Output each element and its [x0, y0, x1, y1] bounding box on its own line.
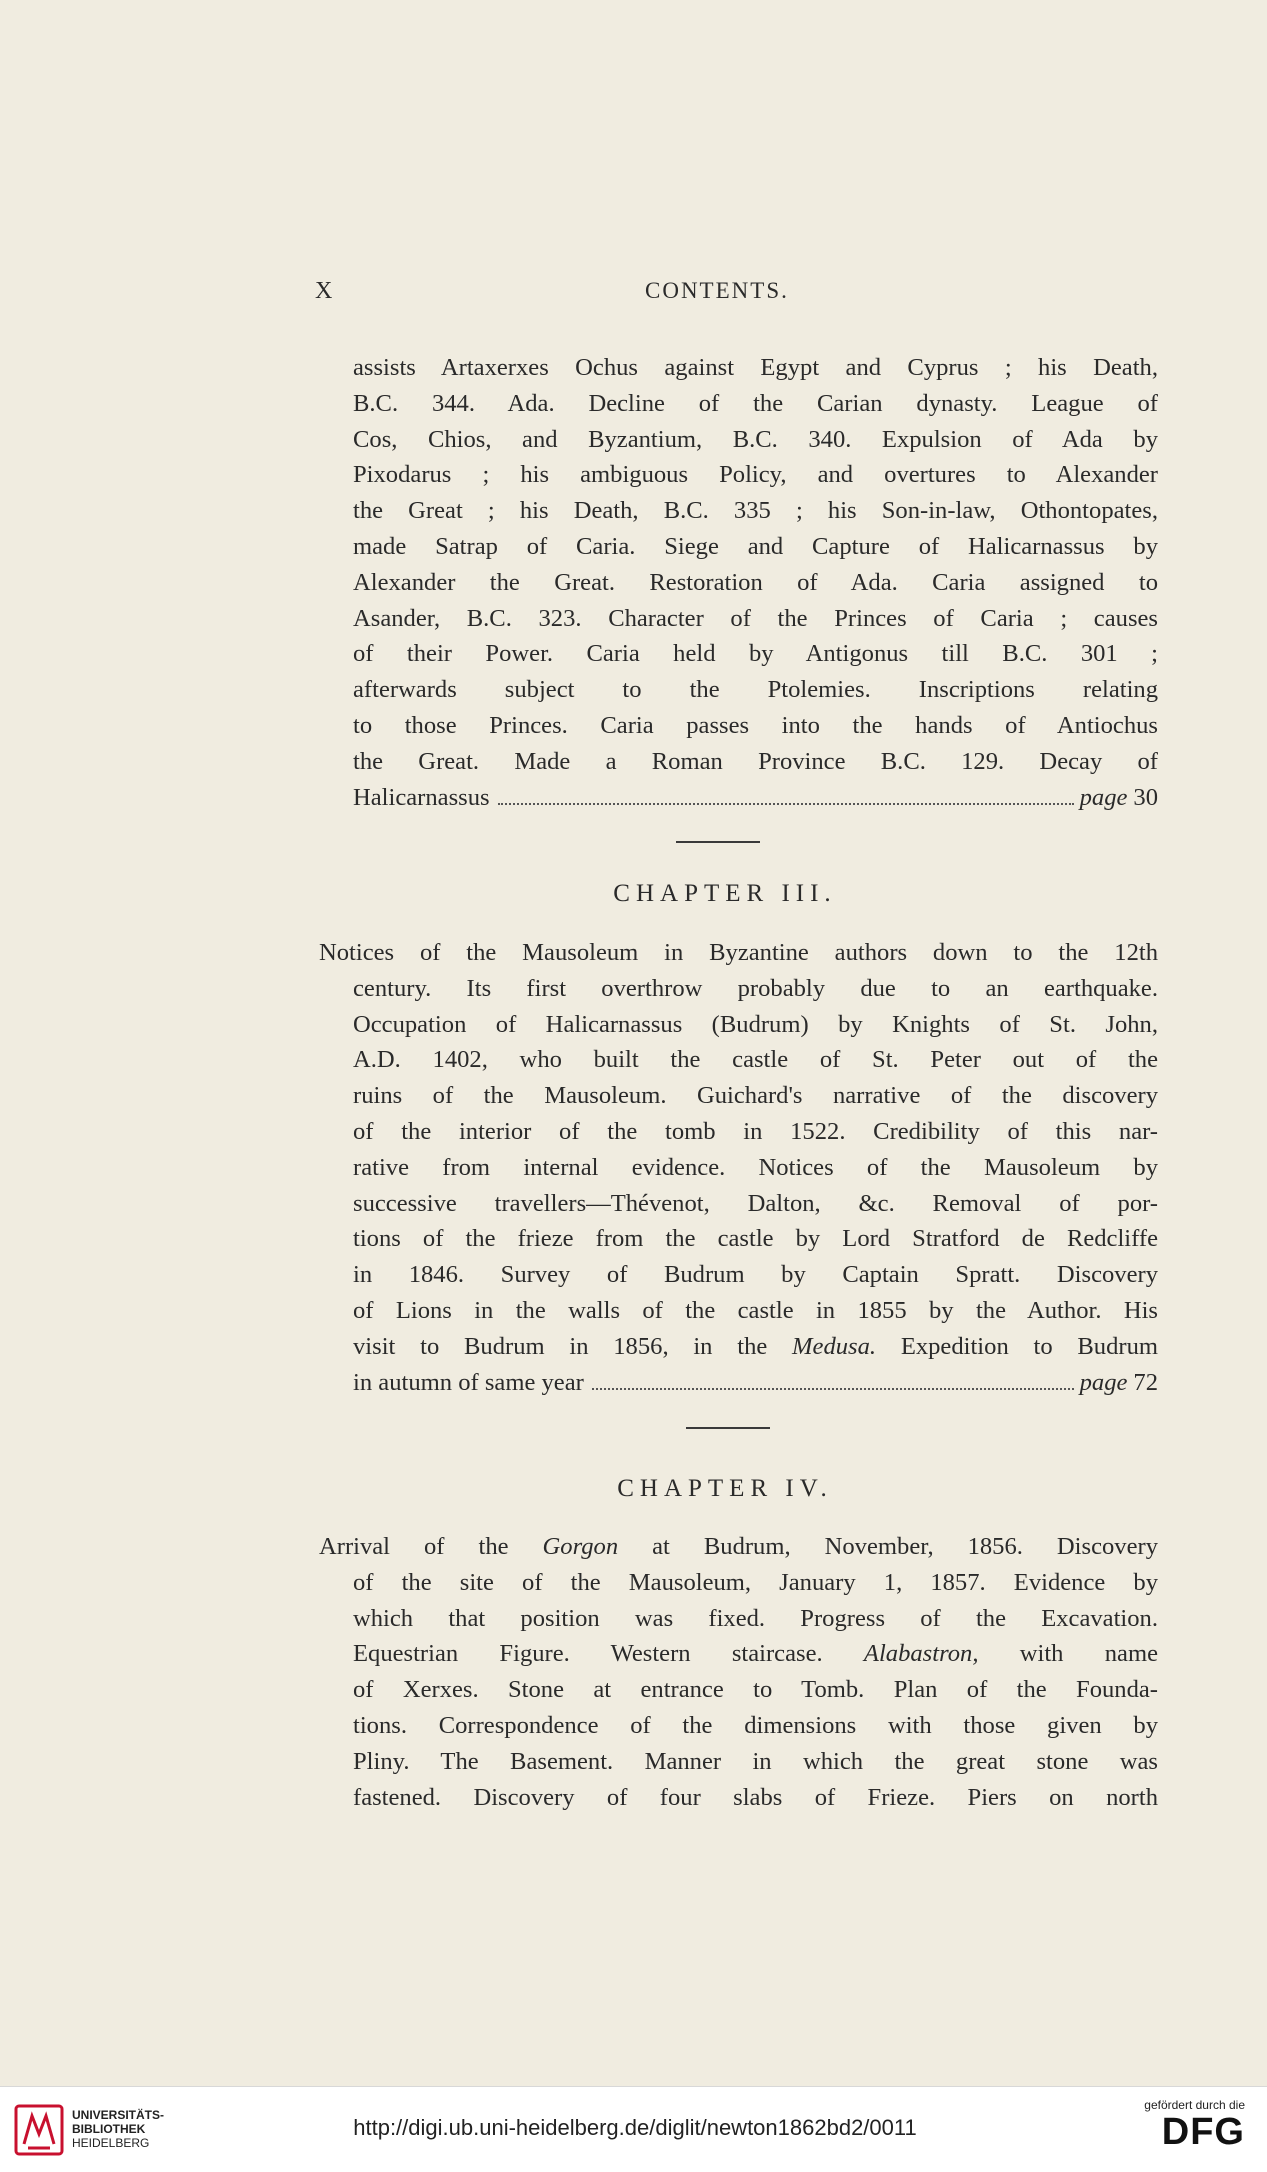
dfg-logo-icon: DFG: [1161, 2111, 1245, 2153]
chapter3-summary: [319, 935, 1158, 1400]
running-head: [315, 278, 1135, 312]
text-line: successive travellers—Thévenot, Dalton, &c. Removal of por-: [353, 1189, 1158, 1217]
text-line: A.D. 1402, who built the castle of St. Peter out of the: [353, 1046, 1158, 1074]
text-line: made Satrap of Caria. Siege and Capture of Halicarnassus by: [353, 532, 1158, 560]
text-line: of the interior of the tomb in 1522. Credibility of this nar-: [353, 1117, 1158, 1145]
text-line: Notices of the Mausoleum in Byzantine authors down to the 12th: [319, 939, 1158, 966]
section-rule: [676, 841, 760, 843]
page-number: 30: [1133, 783, 1158, 811]
text-line: visit to Budrum in 1856, in the Medusa. Expedition to Budrum: [353, 1332, 1158, 1360]
text-line: of Lions in the walls of the castle in 1855 by the Author. His: [353, 1296, 1158, 1324]
text-line: Pixodarus ; his ambiguous Policy, and overtures to Alexander: [353, 461, 1158, 489]
text-line: afterwards subject to the Ptolemies. Inscriptions relating: [353, 676, 1158, 704]
text-line: the Great ; his Death, B.C. 335 ; his Son-in-law, Othontopates,: [353, 497, 1158, 525]
text-line: of Xerxes. Stone at entrance to Tomb. Plan of the Founda-: [353, 1676, 1158, 1704]
text-line: B.C. 344. Ada. Decline of the Carian dynasty. League of: [353, 389, 1158, 417]
text-line: Asander, B.C. 323. Character of the Princes of Caria ; causes: [353, 604, 1158, 632]
page-number: 72: [1133, 1368, 1158, 1396]
text-line: Pliny. The Basement. Manner in which the great stone was: [353, 1747, 1158, 1775]
text-line: ruins of the Mausoleum. Guichard's narrative of the discovery: [353, 1082, 1158, 1110]
text-line-with-page-ref: [353, 780, 1158, 816]
running-title: CONTENTS.: [645, 278, 789, 303]
text-line: assists Artaxerxes Ochus against Egypt and Cyprus ; his Death,: [353, 354, 1158, 381]
text-line: Equestrian Figure. Western staircase. Alabastron, with name: [353, 1640, 1158, 1668]
text-line: Occupation of Halicarnassus (Budrum) by Knights of St. John,: [353, 1010, 1158, 1038]
chapter2-continuation: [353, 350, 1158, 815]
funder-label: gefördert durch die: [1144, 2098, 1245, 2112]
text-line: tions. Correspondence of the dimensions with those given by: [353, 1711, 1158, 1739]
text-line: Arrival of the Gorgon at Budrum, November, 1856. Discovery: [319, 1533, 1158, 1560]
page-folio: X: [315, 278, 334, 304]
entry-text: in autumn of same year: [353, 1368, 584, 1396]
text-line: in 1846. Survey of Budrum by Captain Spratt. Discovery: [353, 1261, 1158, 1289]
dot-leader: [592, 1365, 1074, 1391]
text-line: Alexander the Great. Restoration of Ada. Caria assigned to: [353, 568, 1158, 596]
funder-logo[interactable]: [1115, 2098, 1245, 2164]
text-line: of their Power. Caria held by Antigonus till B.C. 301 ;: [353, 640, 1158, 668]
section-rule: [686, 1427, 770, 1429]
text-line: which that position was fixed. Progress of the Excavation.: [353, 1604, 1158, 1632]
library-seal-icon: [14, 2104, 64, 2156]
text-line: the Great. Made a Roman Province B.C. 129. Decay of: [353, 747, 1158, 775]
permalink-url[interactable]: http://digi.ub.uni-heidelberg.de/diglit/newton1862bd2/0011: [353, 2115, 917, 2140]
ship-name: Gorgon: [542, 1533, 619, 1560]
chapter4-summary: [319, 1529, 1158, 1815]
page-label: page: [1079, 1368, 1128, 1396]
page-label: page: [1079, 783, 1128, 811]
chapter-heading: CHAPTER III.: [613, 880, 837, 907]
text-line: Cos, Chios, and Byzantium, B.C. 340. Expulsion of Ada by: [353, 425, 1158, 453]
artifact-name: Alabastron,: [863, 1640, 979, 1668]
library-name: UNIVERSITÄTS- BIBLIOTHEK HEIDELBERG: [72, 2108, 165, 2150]
entry-text: Halicarnassus: [353, 783, 490, 811]
text-line-with-page-ref: [353, 1365, 1158, 1401]
chapter-heading: CHAPTER IV.: [617, 1475, 833, 1502]
text-line: of the site of the Mausoleum, January 1, 1857. Evidence by: [353, 1568, 1158, 1596]
ship-name: Medusa.: [792, 1332, 877, 1360]
text-line: tions of the frieze from the castle by Lord Stratford de Redcliffe: [353, 1225, 1158, 1253]
text-line: century. Its first overthrow probably due to an earthquake.: [353, 974, 1158, 1002]
dot-leader: [498, 780, 1074, 806]
text-line: rative from internal evidence. Notices of the Mausoleum by: [353, 1153, 1158, 1181]
text-line: to those Princes. Caria passes into the hands of Antiochus: [353, 711, 1158, 739]
library-logo[interactable]: [14, 2100, 174, 2160]
text-line: fastened. Discovery of four slabs of Frieze. Piers on north: [353, 1783, 1158, 1811]
